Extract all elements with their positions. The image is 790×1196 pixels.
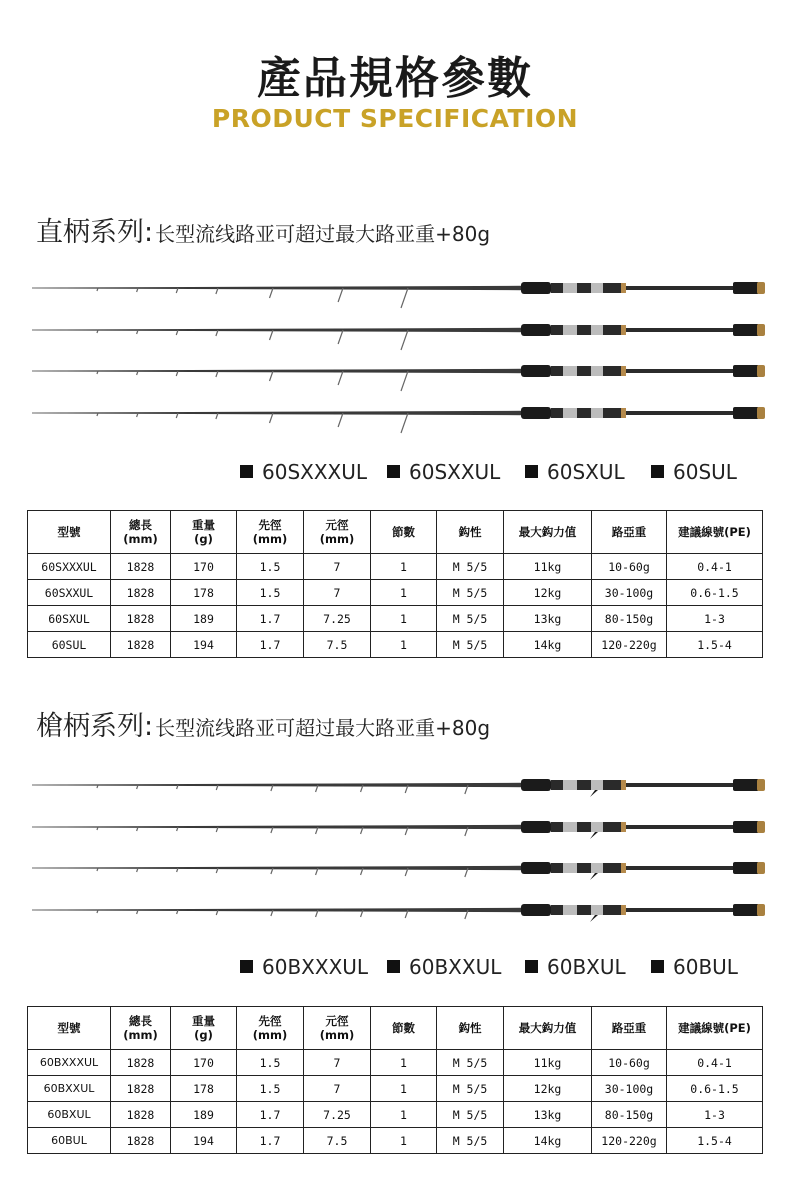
- rod-trigger: [590, 832, 598, 839]
- table-header-cell: 節數: [371, 1007, 437, 1050]
- legend-item: [651, 460, 737, 484]
- rod-blank: [32, 908, 523, 912]
- rod-cork-ring: [621, 822, 626, 832]
- legend-label: 60BXUL: [547, 955, 626, 979]
- table-cell: 194: [171, 1128, 237, 1154]
- rod-reel-seat-ring: [591, 325, 603, 335]
- table-header-cell: 最大鈎力值: [504, 511, 592, 554]
- table-cell: 1: [371, 554, 437, 580]
- table-cell: 11kg: [504, 1050, 592, 1076]
- table-cell: 80-150g: [592, 1102, 667, 1128]
- table-header-cell: 元徑 (mm): [304, 511, 371, 554]
- rod-butt-cap: [757, 862, 765, 874]
- rod-guide: [401, 371, 408, 391]
- table-cell: 7: [304, 554, 371, 580]
- legend-square-icon: [525, 465, 538, 478]
- rod-rear-blank: [626, 411, 738, 415]
- table-cell: 178: [171, 580, 237, 606]
- table-cell: 10-60g: [592, 554, 667, 580]
- rod-butt-cap: [757, 779, 765, 791]
- table-cell: 1: [371, 1076, 437, 1102]
- rod-rear-blank: [626, 328, 738, 332]
- table-cell: 7: [304, 1050, 371, 1076]
- table-cell: 13kg: [504, 1102, 592, 1128]
- rod-guide: [401, 330, 408, 350]
- table-cell: 1828: [111, 554, 171, 580]
- table-row: [28, 632, 763, 658]
- table-cell: 11kg: [504, 554, 592, 580]
- table-cell: 1: [371, 632, 437, 658]
- rod-rear-blank: [626, 369, 738, 373]
- table-header-cell: 鈎性: [437, 511, 504, 554]
- series-heading: [36, 704, 490, 743]
- rod-cork-ring: [621, 905, 626, 915]
- table-header-cell: 先徑 (mm): [237, 1007, 304, 1050]
- rod-reel-seat-ring: [563, 780, 577, 790]
- table-header-cell: 最大鈎力值: [504, 1007, 592, 1050]
- rod-blank: [32, 328, 523, 332]
- series-heading: [36, 210, 490, 249]
- table-cell: 1-3: [667, 606, 763, 632]
- rod-guide: [270, 288, 274, 298]
- rod-cork-ring: [621, 780, 626, 790]
- spec-table: [27, 510, 763, 658]
- table-cell: 1.5: [237, 554, 304, 580]
- rod-blank: [32, 866, 523, 870]
- rod-grip: [521, 324, 551, 336]
- table-cell: M 5/5: [437, 580, 504, 606]
- table-cell: 189: [171, 606, 237, 632]
- model-cell: 60BXXUL: [28, 1076, 111, 1102]
- model-cell: 60SXXUL: [28, 580, 111, 606]
- table-cell: 1828: [111, 1076, 171, 1102]
- table-row: [28, 580, 763, 606]
- table-header-cell: 重量 (g): [171, 511, 237, 554]
- table-cell: 7.5: [304, 632, 371, 658]
- table-cell: 1-3: [667, 1102, 763, 1128]
- legend-item: [387, 955, 501, 979]
- table-cell: 10-60g: [592, 1050, 667, 1076]
- rod-cork-ring: [621, 408, 626, 418]
- series-label: 直柄系列:: [36, 217, 154, 248]
- rod-blank: [32, 411, 523, 415]
- fishing-rod: [32, 324, 765, 350]
- rod-cork-ring: [621, 366, 626, 376]
- rod-reel-seat-ring: [563, 283, 577, 293]
- table-cell: 14kg: [504, 632, 592, 658]
- rod-butt-grip: [733, 324, 759, 336]
- table-cell: 1828: [111, 606, 171, 632]
- legend-square-icon: [387, 465, 400, 478]
- table-cell: 194: [171, 632, 237, 658]
- rod-trigger: [590, 790, 598, 797]
- table-cell: 0.4-1: [667, 1050, 763, 1076]
- table-header-row: [28, 1007, 763, 1050]
- legend-label: 60SXUL: [547, 460, 625, 484]
- rod-reel-seat: [551, 780, 621, 790]
- page-subtitle: PRODUCT SPECIFICATION: [211, 104, 579, 133]
- rod-reel-seat-ring: [591, 366, 603, 376]
- rod-blank: [32, 825, 523, 829]
- rod-grip: [521, 282, 551, 294]
- fishing-rod: [32, 904, 765, 922]
- series-description: 长型流线路亚可超过最大路亚重+80g: [155, 222, 491, 246]
- page-title: 產品規格參數: [257, 53, 533, 104]
- legend-item: [525, 460, 625, 484]
- rod-butt-cap: [757, 365, 765, 377]
- table-cell: 1: [371, 580, 437, 606]
- table-cell: 1.5: [237, 1076, 304, 1102]
- rod-reel-seat: [551, 325, 621, 335]
- rod-guide: [401, 288, 408, 308]
- table-cell: M 5/5: [437, 632, 504, 658]
- rod-reel-seat: [551, 863, 621, 873]
- rod-reel-seat: [551, 408, 621, 418]
- fishing-rod: [32, 282, 765, 308]
- table-cell: 1.5-4: [667, 632, 763, 658]
- legend-item: [240, 955, 368, 979]
- legend-label: 60BXXXUL: [262, 955, 369, 979]
- table-header-row: [28, 511, 763, 554]
- rod-blank: [32, 783, 523, 787]
- table-cell: 1828: [111, 632, 171, 658]
- rod-guide: [338, 330, 343, 344]
- rod-reel-seat-ring: [563, 325, 577, 335]
- rod-reel-seat-ring: [563, 863, 577, 873]
- rod-guide: [270, 413, 274, 423]
- series-description: 长型流线路亚可超过最大路亚重+80g: [155, 716, 491, 740]
- table-cell: 12kg: [504, 580, 592, 606]
- table-header-cell: 型號: [28, 511, 111, 554]
- rod-image-group: [28, 765, 768, 935]
- table-header-cell: 型號: [28, 1007, 111, 1050]
- table-header-cell: 建議線號(PE): [667, 1007, 763, 1050]
- table-header-cell: 總長 (mm): [111, 1007, 171, 1050]
- table-cell: 1.5-4: [667, 1128, 763, 1154]
- rod-butt-grip: [733, 365, 759, 377]
- legend-square-icon: [525, 960, 538, 973]
- table-cell: M 5/5: [437, 1076, 504, 1102]
- table-cell: 1828: [111, 580, 171, 606]
- table-header-cell: 路亞重: [592, 511, 667, 554]
- rod-reel-seat-ring: [591, 408, 603, 418]
- table-cell: 120-220g: [592, 632, 667, 658]
- table-cell: 1.7: [237, 1128, 304, 1154]
- rod-butt-grip: [733, 862, 759, 874]
- table-cell: 1: [371, 1128, 437, 1154]
- rod-guide: [270, 371, 274, 381]
- table-cell: 1.7: [237, 632, 304, 658]
- rod-reel-seat: [551, 366, 621, 376]
- rod-blank: [32, 286, 523, 290]
- model-cell: 60SUL: [28, 632, 111, 658]
- legend-square-icon: [387, 960, 400, 973]
- rod-grip: [521, 904, 551, 916]
- spec-table: [27, 1006, 763, 1154]
- table-row: [28, 606, 763, 632]
- rod-butt-grip: [733, 904, 759, 916]
- legend-square-icon: [651, 465, 664, 478]
- model-cell: 60SXUL: [28, 606, 111, 632]
- table-header-cell: 鈎性: [437, 1007, 504, 1050]
- fishing-rod: [32, 821, 765, 839]
- rod-reel-seat-ring: [591, 822, 603, 832]
- rod-guide: [338, 371, 343, 385]
- table-cell: M 5/5: [437, 606, 504, 632]
- table-cell: 1.7: [237, 1102, 304, 1128]
- table-cell: 7.25: [304, 1102, 371, 1128]
- table-header-cell: 重量 (g): [171, 1007, 237, 1050]
- legend-item: [387, 460, 500, 484]
- rod-guide: [401, 413, 408, 433]
- table-cell: 1.5: [237, 580, 304, 606]
- table-header-cell: 總長 (mm): [111, 511, 171, 554]
- table-cell: 14kg: [504, 1128, 592, 1154]
- rod-guide: [338, 413, 343, 427]
- rod-butt-cap: [757, 821, 765, 833]
- table-cell: 0.6-1.5: [667, 1076, 763, 1102]
- rod-grip: [521, 365, 551, 377]
- rod-butt-cap: [757, 904, 765, 916]
- fishing-rod: [32, 407, 765, 433]
- legend-square-icon: [240, 465, 253, 478]
- legend-label: 60SUL: [673, 460, 737, 484]
- table-cell: M 5/5: [437, 1102, 504, 1128]
- table-cell: 0.4-1: [667, 554, 763, 580]
- table-cell: 80-150g: [592, 606, 667, 632]
- legend-item: [525, 955, 626, 979]
- table-cell: 7.5: [304, 1128, 371, 1154]
- table-row: [28, 1128, 763, 1154]
- table-cell: M 5/5: [437, 1050, 504, 1076]
- legend-square-icon: [240, 960, 253, 973]
- model-cell: 60BUL: [28, 1128, 111, 1154]
- rod-blank: [32, 369, 523, 373]
- rod-cork-ring: [621, 863, 626, 873]
- table-header-cell: 先徑 (mm): [237, 511, 304, 554]
- table-cell: M 5/5: [437, 554, 504, 580]
- table-cell: 1: [371, 1050, 437, 1076]
- rod-butt-grip: [733, 407, 759, 419]
- legend-item: [651, 955, 738, 979]
- legend-label: 60BUL: [673, 955, 738, 979]
- rod-reel-seat-ring: [591, 905, 603, 915]
- table-cell: 1.7: [237, 606, 304, 632]
- table-cell: 7.25: [304, 606, 371, 632]
- rod-grip: [521, 779, 551, 791]
- table-cell: 0.6-1.5: [667, 580, 763, 606]
- rod-grip: [521, 407, 551, 419]
- table-cell: 170: [171, 1050, 237, 1076]
- rod-reel-seat-ring: [563, 905, 577, 915]
- rod-reel-seat: [551, 822, 621, 832]
- rod-butt-grip: [733, 282, 759, 294]
- table-cell: 170: [171, 554, 237, 580]
- rod-butt-grip: [733, 821, 759, 833]
- table-cell: 30-100g: [592, 580, 667, 606]
- rod-rear-blank: [626, 286, 738, 290]
- table-cell: 178: [171, 1076, 237, 1102]
- table-cell: 30-100g: [592, 1076, 667, 1102]
- fishing-rod: [32, 779, 765, 797]
- rod-butt-cap: [757, 282, 765, 294]
- legend-square-icon: [651, 960, 664, 973]
- table-cell: 1828: [111, 1102, 171, 1128]
- rod-trigger: [590, 915, 598, 922]
- fishing-rod: [32, 862, 765, 880]
- rod-rear-blank: [626, 908, 738, 912]
- rod-guide: [270, 330, 274, 340]
- rod-image-group: [28, 268, 768, 438]
- model-cell: 60BXXXUL: [28, 1050, 111, 1076]
- table-cell: 1: [371, 1102, 437, 1128]
- rod-reel-seat-ring: [563, 822, 577, 832]
- table-cell: 1.5: [237, 1050, 304, 1076]
- rod-reel-seat-ring: [591, 283, 603, 293]
- table-cell: 120-220g: [592, 1128, 667, 1154]
- rod-grip: [521, 821, 551, 833]
- model-cell: 60SXXXUL: [28, 554, 111, 580]
- rod-guide: [338, 288, 343, 302]
- fishing-rod: [32, 365, 765, 391]
- table-cell: 189: [171, 1102, 237, 1128]
- rod-trigger: [590, 873, 598, 880]
- table-cell: 1828: [111, 1128, 171, 1154]
- legend-label: 60BXXUL: [409, 955, 502, 979]
- rod-rear-blank: [626, 783, 738, 787]
- rod-rear-blank: [626, 825, 738, 829]
- rod-reel-seat-ring: [563, 366, 577, 376]
- rod-reel-seat-ring: [563, 408, 577, 418]
- table-row: [28, 1102, 763, 1128]
- rod-image: [28, 765, 768, 935]
- series-label: 槍柄系列:: [36, 711, 154, 742]
- rod-butt-cap: [757, 324, 765, 336]
- table-cell: 1: [371, 606, 437, 632]
- rod-reel-seat-ring: [591, 780, 603, 790]
- rod-cork-ring: [621, 283, 626, 293]
- rod-reel-seat: [551, 283, 621, 293]
- table-cell: 13kg: [504, 606, 592, 632]
- table-cell: M 5/5: [437, 1128, 504, 1154]
- table-cell: 12kg: [504, 1076, 592, 1102]
- table-header-cell: 節數: [371, 511, 437, 554]
- table-header-cell: 建議線號(PE): [667, 511, 763, 554]
- model-cell: 60BXUL: [28, 1102, 111, 1128]
- table-row: [28, 1050, 763, 1076]
- table-cell: 7: [304, 580, 371, 606]
- table-header-cell: 元徑 (mm): [304, 1007, 371, 1050]
- table-cell: 7: [304, 1076, 371, 1102]
- rod-cork-ring: [621, 325, 626, 335]
- legend-label: 60SXXUL: [409, 460, 501, 484]
- rod-image: [28, 268, 768, 438]
- rod-rear-blank: [626, 866, 738, 870]
- rod-butt-cap: [757, 407, 765, 419]
- table-header-cell: 路亞重: [592, 1007, 667, 1050]
- rod-butt-grip: [733, 779, 759, 791]
- rod-grip: [521, 862, 551, 874]
- rod-reel-seat: [551, 905, 621, 915]
- table-cell: 1828: [111, 1050, 171, 1076]
- table-row: [28, 1076, 763, 1102]
- legend-label: 60SXXXUL: [262, 460, 368, 484]
- legend-item: [240, 460, 367, 484]
- rod-reel-seat-ring: [591, 863, 603, 873]
- table-row: [28, 554, 763, 580]
